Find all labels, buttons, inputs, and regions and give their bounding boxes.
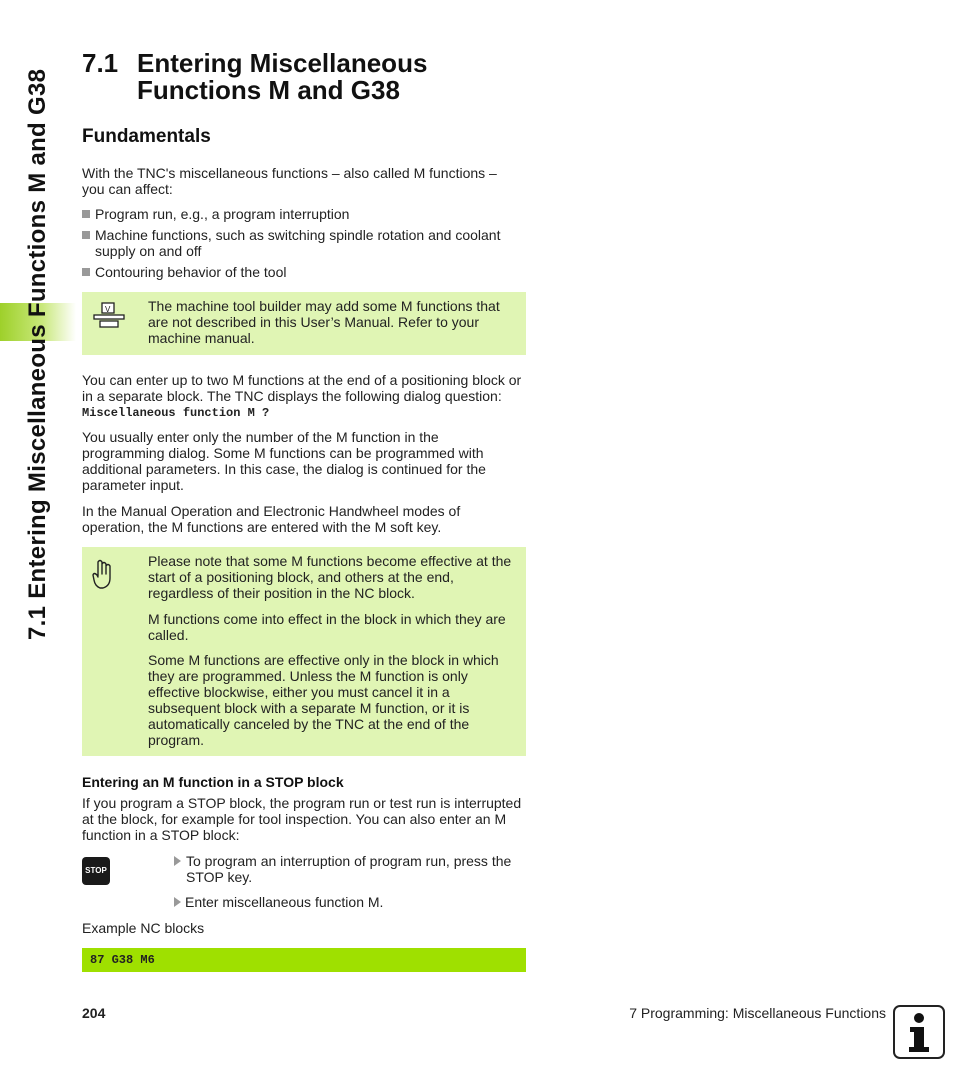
note-paragraph: M functions come into effect in the block in which they are called. <box>148 611 506 643</box>
note-paragraph: Please note that some M functions become effective at the start of a positioning block, and others at the end, regardless of their position in the NC block. <box>148 553 512 601</box>
note-text: The machine tool builder may add some M functions that are not described in this User’s Manual. Refer to your machine manual. <box>148 298 500 346</box>
paragraph: In the Manual Operation and Electronic Handwheel modes of operation, the M functions are entered with the M soft key. <box>82 503 461 535</box>
heading-number: 7.1 <box>82 48 119 78</box>
step-text: Enter miscellaneous function M. <box>185 894 384 910</box>
info-icon <box>893 1005 945 1059</box>
subsection-title: Entering an M function in a STOP block <box>82 774 344 790</box>
example-label: Example NC blocks <box>82 920 205 936</box>
bullet-square-icon <box>82 210 90 218</box>
side-chapter-title: 7.1 Entering Miscellaneous Functions M and G38 <box>24 68 51 640</box>
section-title: Fundamentals <box>82 126 211 147</box>
svg-text:V: V <box>105 305 111 314</box>
heading-line-1: Entering Miscellaneous <box>137 48 428 78</box>
code-block <box>82 948 526 972</box>
list-item-text: Machine functions, such as switching spindle rotation and coolant supply on and off <box>95 227 501 259</box>
list-item <box>82 227 522 259</box>
bullet-square-icon <box>82 231 90 239</box>
intro-paragraph: With the TNC's miscellaneous functions – also called M functions – you can affect: <box>82 165 497 197</box>
code-line: 87 G38 M6 <box>90 953 155 967</box>
stop-key-icon: STOP <box>82 857 110 885</box>
page-number: 204 <box>82 1005 106 1021</box>
bullet-square-icon <box>82 268 90 276</box>
arrow-right-icon <box>174 897 181 907</box>
step-text: To program an interruption of program run, press the STOP key. <box>186 853 512 885</box>
arrow-right-icon <box>174 856 181 866</box>
list-item-text: Contouring behavior of the tool <box>95 264 287 280</box>
dialog-question: Miscellaneous function M ? <box>82 406 270 420</box>
heading-line-2: Functions M and G38 <box>137 75 400 105</box>
footer-chapter: 7 Programming: Miscellaneous Functions <box>629 1005 886 1021</box>
paragraph: You can enter up to two M functions at the end of a positioning block or in a separate block. The TNC displays the following dialog question: <box>82 372 522 404</box>
paragraph: You usually enter only the number of the M function in the programming dialog. Some M functions can be programmed with additional parameters. In this case, the dialog is continued for the parameter input. <box>82 429 486 493</box>
list-item <box>82 206 522 222</box>
paragraph: If you program a STOP block, the program run or test run is interrupted at the block, for example for tool inspection. You can also enter an M function in a STOP block: <box>82 795 522 843</box>
list-item <box>82 264 522 280</box>
machine-tool-icon <box>92 302 126 330</box>
list-item-text: Program run, e.g., a program interruption <box>95 206 350 222</box>
note-paragraph: Some M functions are effective only in the block in which they are programmed. Unless the M function is only effective blockwise, either you must cancel it in a subsequent block with a separate M function, or it is automatically canceled by the TNC at the end of the program. <box>148 652 499 748</box>
pointing-hand-icon <box>90 558 116 592</box>
